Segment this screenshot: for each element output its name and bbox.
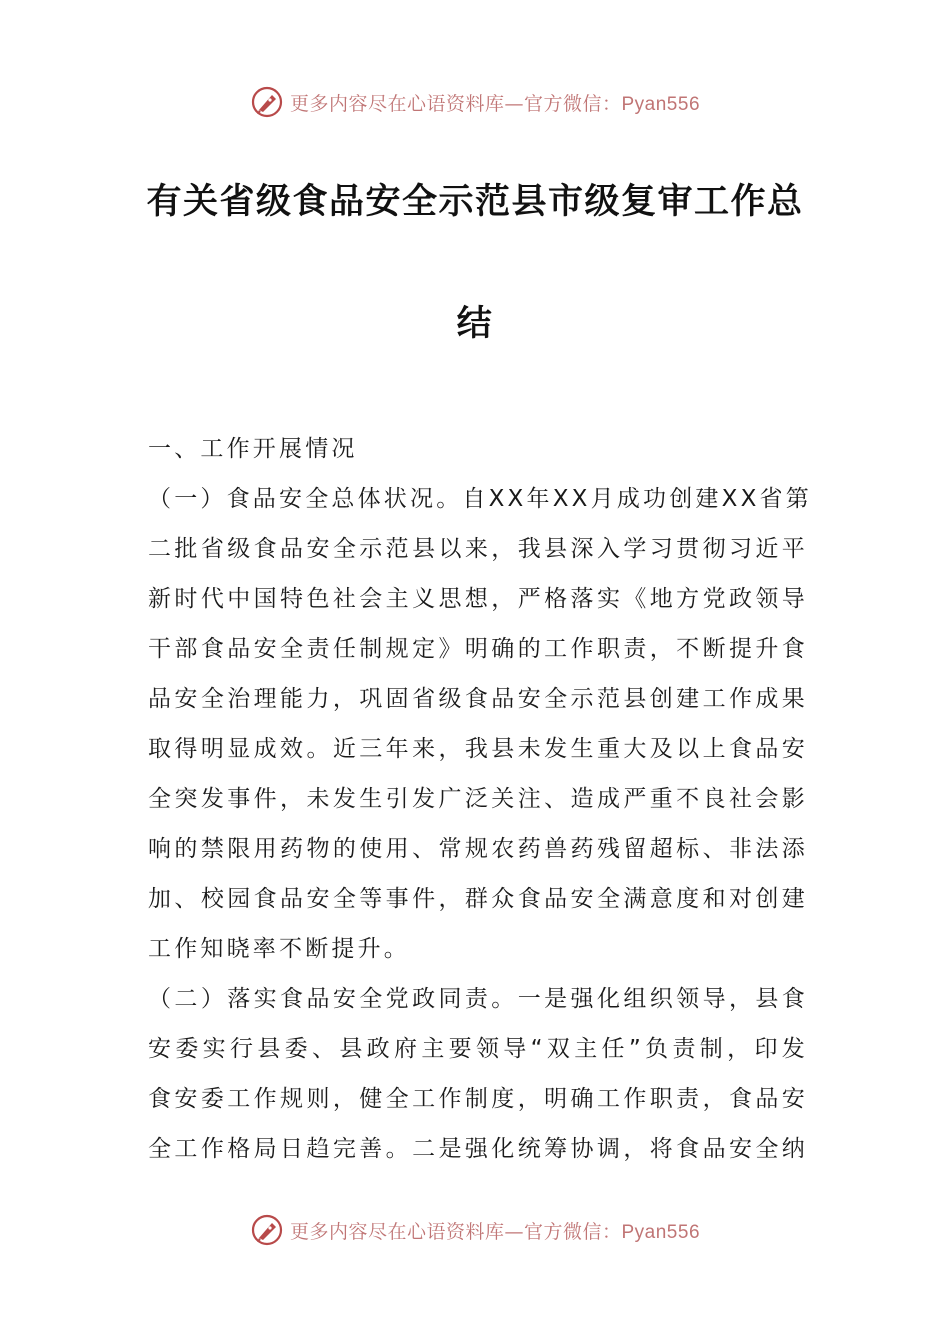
wechat-id: Pyan556 <box>621 93 701 115</box>
watermark-text: 更多内容尽在心语资料库—官方微信：Pyan556 <box>289 92 701 115</box>
body-line: 加、校园食品安全等事件，群众食品安全满意度和对创建 <box>148 886 808 912</box>
watermark-text: 更多内容尽在心语资料库—官方微信：Pyan556 <box>289 1220 701 1243</box>
body-line: 工作知晓率不断提升。 <box>148 936 410 962</box>
footer-watermark-banner <box>0 1212 950 1248</box>
body-line: 取得明显成效。近三年来，我县未发生重大及以上食品安 <box>148 736 808 762</box>
body-line: 新时代中国特色社会主义思想，严格落实《地方党政领导 <box>148 586 808 612</box>
body-line: 全突发事件，未发生引发广泛关注、造成严重不良社会影 <box>148 786 808 812</box>
document-title-continued: 结 <box>456 304 494 344</box>
pen-nib-logo-icon <box>250 1213 284 1247</box>
body-line: 全工作格局日趋完善。二是强化统筹协调，将食品安全纳 <box>148 1136 808 1162</box>
body-line: 响的禁限用药物的使用、常规农药兽药残留超标、非法添 <box>148 836 808 862</box>
body-line: 品安全治理能力，巩固省级食品安全示范县创建工作成果 <box>148 686 808 712</box>
document-title: 有关省级食品安全示范县市级复审工作总 <box>146 182 804 222</box>
body-line: （二）落实食品安全党政同责。一是强化组织领导，县食 <box>148 986 808 1012</box>
body-line: 食安委工作规则，健全工作制度，明确工作职责，食品安 <box>148 1086 808 1112</box>
body-line: 二批省级食品安全示范县以来，我县深入学习贯彻习近平 <box>148 536 808 562</box>
wechat-id: Pyan556 <box>621 1221 701 1243</box>
section-heading: 一、工作开展情况 <box>148 436 358 462</box>
body-line: 干部食品安全责任制规定》明确的工作职责，不断提升食 <box>148 636 808 662</box>
header-watermark-banner <box>0 84 950 120</box>
body-line: 安委实行县委、县政府主要领导“双主任”负责制，印发 <box>148 1036 808 1062</box>
pen-nib-logo-icon <box>250 85 284 119</box>
body-line: （一）食品安全总体状况。自XX年XX月成功创建XX省第 <box>148 486 812 512</box>
document-body <box>148 424 812 1174</box>
